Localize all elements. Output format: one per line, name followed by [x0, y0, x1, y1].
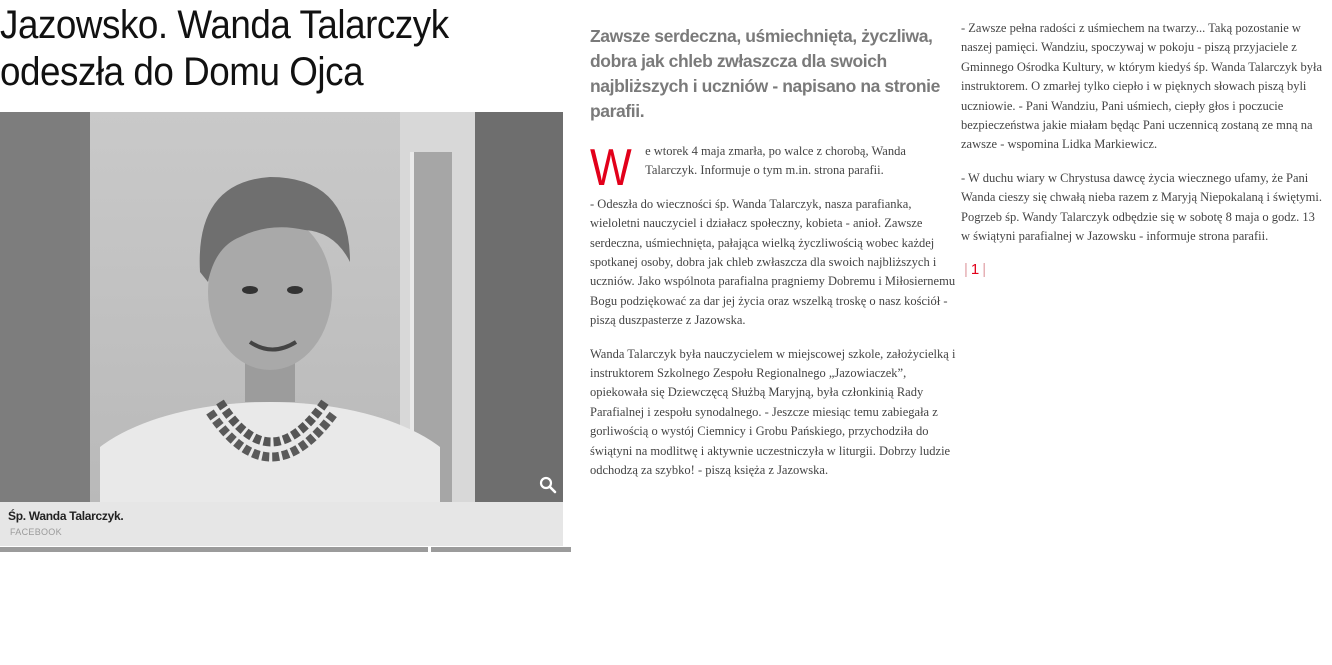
photo-caption-box	[0, 502, 563, 546]
article-photo[interactable]	[0, 112, 563, 502]
pager-separator: |	[964, 261, 968, 279]
gallery-progress-bar[interactable]	[0, 547, 428, 552]
article-pagination	[961, 260, 1326, 279]
article-paragraph: - W duchu wiary w Chrystusa dawcę życia wiecznego ufamy, że Pani Wanda cieszy się chwałą nieba razem z Maryją Niepokalaną i świętymi. Pogrzeb śp. Wandy Talarczyk odbędzie się w sobotę 8 maja o godz. 13 w świątyni parafialnej w Jazowsku - informuje strona parafii.	[961, 170, 1322, 244]
photo-credit: FACEBOOK	[10, 527, 62, 537]
article-lead: Zawsze serdeczna, uśmiechnięta, życzliwa, dobra jak chleb zwłaszcza dla swoich najbliższych i uczniów - napisano na stronie parafii.	[590, 26, 940, 121]
paragraph-text: e wtorek 4 maja zmarła, po walce z chorobą, Wanda Talarczyk. Informuje o tym m.in. strona parafii.	[645, 144, 906, 178]
photo-background-right	[475, 112, 563, 502]
portrait-figure	[100, 152, 440, 502]
article-paragraph: Wanda Talarczyk była nauczycielem w miejscowej szkole, założycielką i instruktorem Szkolnego Zespołu Regionalnego „Jazowiaczek”, opiekowała się Dziewczęcą Służbą Maryjną, była członkinią Rady Parafialnej i zespołu synodalnego. - Jeszcze miesiąc temu zabiegała z gorliwością o wystój Ciemnicy i Grobu Pańskiego, przychodziła do świątyni na modlitwę i aktywnie uczestniczyła w liturgii. Dobrzy ludzie odchodzą za szybko! - piszą księża z Jazowska.	[590, 346, 956, 478]
photo-background-left	[0, 112, 90, 502]
gallery-progress-bar-segment[interactable]	[431, 547, 571, 552]
magnifier-icon[interactable]	[539, 476, 557, 494]
pager-current-page[interactable]: 1	[970, 261, 980, 279]
article-paragraph: - Odeszła do wieczności śp. Wanda Talarczyk, nasza parafianka, wieloletni nauczyciel i działacz społeczny, kobieta - anioł. Zawsze serdeczna, uśmiechnięta, pałająca wielką życzliwością wobec każdej spotkanej osoby, dobra jak chleb zwłaszcza dla swoich najbliższych i uczniów. Jako wspólnota parafialna pragniemy Dobremu i Miłosiernemu Bogu podziękować za dar jej życia oraz wszelką troskę o nasz kościół - piszą duszpasterze z Jazowska.	[590, 196, 956, 328]
pager-separator: |	[982, 261, 987, 279]
article-title: Jazowsko. Wanda Talarczyk odeszła do Domu Ojca	[0, 3, 449, 94]
drop-cap: W	[590, 139, 632, 197]
photo-caption: Śp. Wanda Talarczyk.	[8, 509, 124, 523]
article-photo-gallery	[0, 112, 563, 546]
article-body-column-1	[590, 139, 958, 495]
article-paragraph: - Zawsze pełna radości z uśmiechem na twarzy... Taką pozostanie w naszej pamięci. Wandziu, spoczywaj w pokoju - piszą przyjaciele z Gminnego Ośrodka Kultury, w którym kiedyś śp. Wanda Talarczyk była instruktorem. O zmarłej tylko ciepło i w pięknych słowach piszą byli uczniowie. - Pani Wandziu, Pani uśmiech, ciepły głos i poczucie bezpieczeństwa jakie miałam będąc Pani uczennicą zostaną ze mną na zawsze - wspomina Lidka Markiewicz.	[961, 21, 1323, 152]
article-paragraph	[590, 139, 958, 197]
article-body-column-2	[961, 19, 1326, 280]
